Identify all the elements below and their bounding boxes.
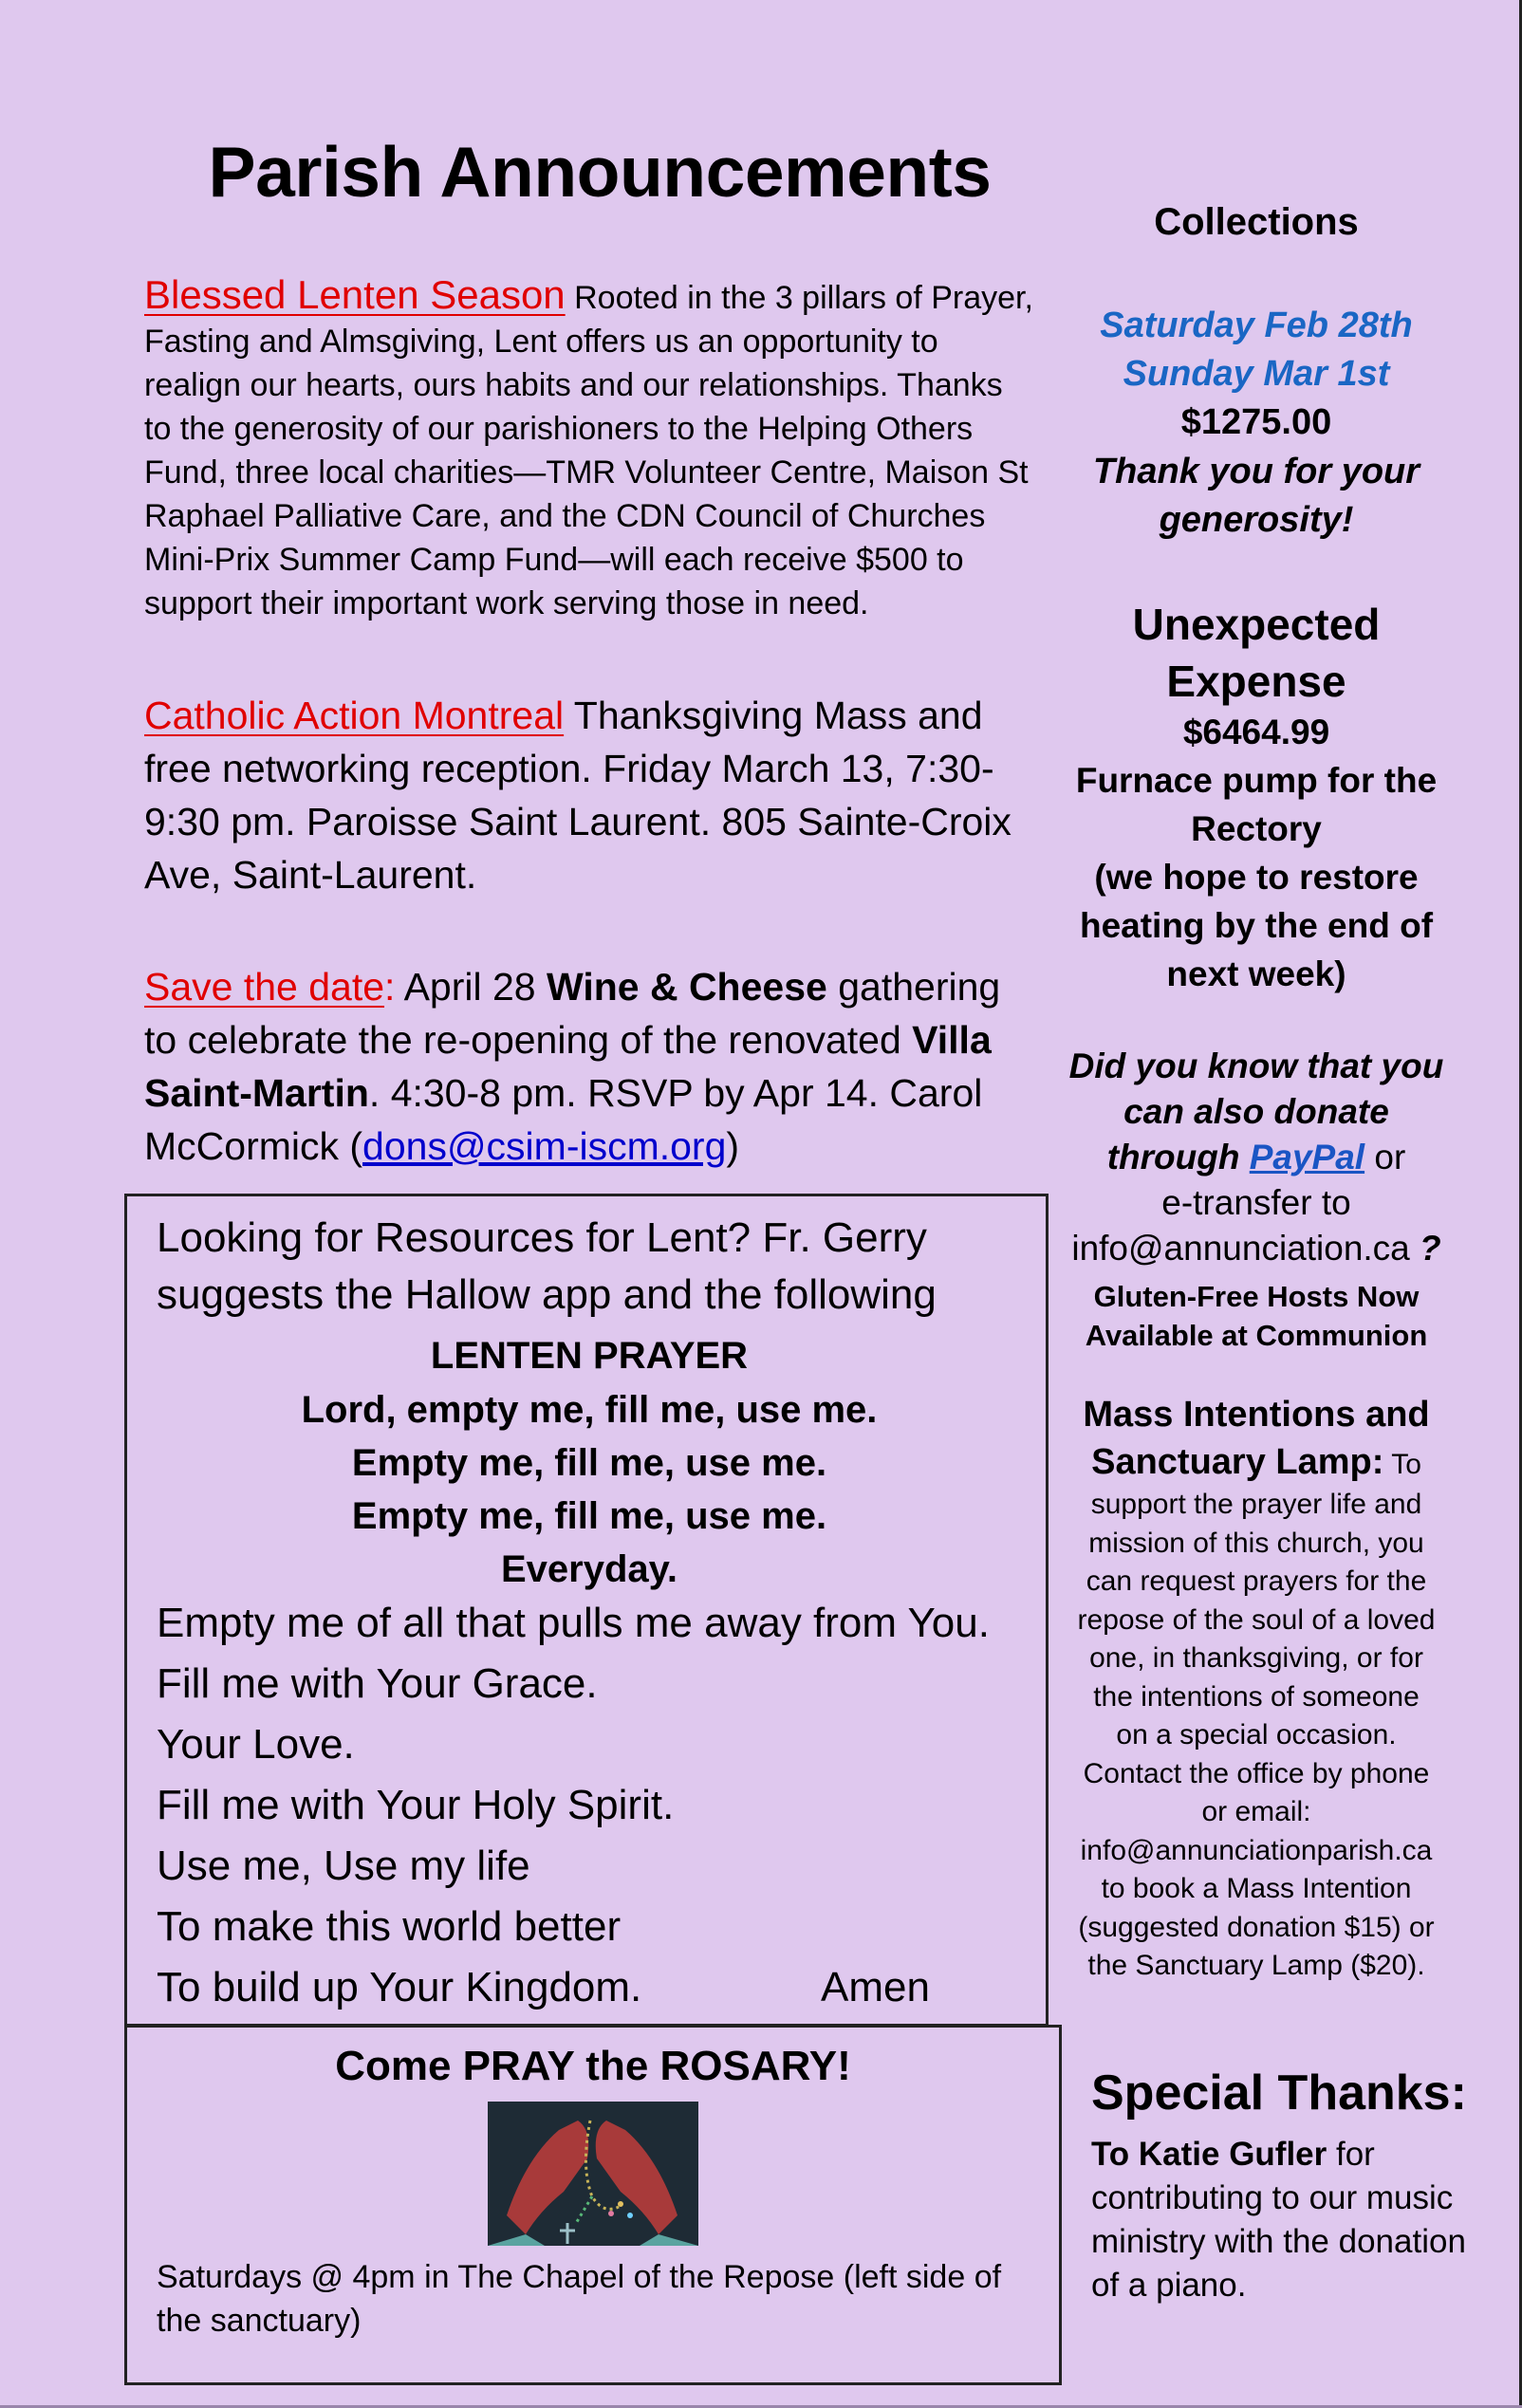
mass-line: or email: (1201, 1796, 1311, 1827)
collection-date: Saturday Feb 28th (1100, 306, 1413, 345)
special-thanks-title: Special Thanks: (1091, 2065, 1467, 2121)
mass-line: the intentions of someone (1093, 1680, 1420, 1713)
prayer-line: Empty me of all that pulls me away from You. (157, 1600, 990, 1646)
prayer-refrain: Empty me, fill me, use me. (351, 1495, 827, 1537)
lenten-prayer-box (124, 1194, 1049, 2027)
title-line: Unexpected (1132, 600, 1381, 649)
mass-line: to book a Mass Intention (1101, 1873, 1412, 1904)
prayer-last-line: To build up Your Kingdom. (157, 1964, 642, 2010)
rosary-hands-image (488, 2102, 698, 2246)
lenten-heading: Blessed Lenten Season (144, 272, 566, 317)
gluten-free-notice (1065, 1277, 1448, 1355)
gluten-line: Available at Communion (1085, 1319, 1428, 1352)
title-line: Expense (1166, 657, 1346, 706)
prayer-title: LENTEN PRAYER (430, 1335, 749, 1377)
expense-amount: $6464.99 (1182, 713, 1330, 751)
save-date-text: gathering to celebrate the re-opening of the renovated (144, 965, 1001, 1062)
prayer-refrain: Everyday. (500, 1548, 678, 1590)
prayer-line: Fill me with Your Grace. (157, 1660, 598, 1707)
save-date-colon: : (384, 965, 396, 1009)
save-the-date-announcement (144, 960, 1036, 1173)
unexpected-expense-title (1065, 596, 1448, 710)
expense-line: next week) (1166, 954, 1346, 993)
expense-line: (we hope to restore (1094, 858, 1419, 897)
thanks-line: Thank you for your (1092, 452, 1420, 491)
save-date-heading: Save the date (144, 965, 385, 1009)
prayer-line: Your Love. (157, 1721, 355, 1768)
save-date-text: . 4:30-8 pm. RSVP by Apr 14. Carol McCormick ( (144, 1071, 983, 1168)
save-date-text: April 28 (395, 965, 547, 1009)
collections-dates (1065, 302, 1448, 398)
mass-heading: Mass Intentions and (1083, 1395, 1430, 1435)
mass-line: on a special occasion. (1116, 1719, 1397, 1750)
special-thanks-body (1091, 2133, 1471, 2307)
donate-info (1065, 1044, 1448, 1271)
collections-title: Collections (1154, 201, 1359, 243)
mass-line: mission of this church, you (1088, 1527, 1424, 1559)
donate-line: through (1106, 1138, 1250, 1176)
expense-line: heating by the end of (1079, 906, 1434, 945)
mass-line: support the prayer life and (1090, 1489, 1422, 1520)
mass-line: can request prayers for the (1086, 1565, 1427, 1597)
donate-line: can also donate (1123, 1092, 1389, 1131)
mass-email: info@annunciationparish.ca (1080, 1834, 1433, 1866)
wine-cheese-label: Wine & Cheese (546, 965, 827, 1009)
etransfer-email: info@annunciation.ca (1071, 1229, 1410, 1268)
mass-line: Contact the office by phone (1083, 1757, 1430, 1789)
prayer-line (157, 1959, 1011, 2016)
prayer-intro-line: Looking for Resources for Lent? Fr. Gerry (157, 1214, 927, 1261)
expense-line: Furnace pump for the (1075, 761, 1438, 800)
mass-line: (suggested donation $15) or (1078, 1911, 1435, 1943)
mass-line: one, in thanksgiving, or for (1089, 1642, 1423, 1674)
donor-name: To Katie Gufler (1091, 2136, 1327, 2173)
rsvp-email-link[interactable]: dons@csim-iscm.org (362, 1124, 727, 1168)
collection-thanks (1065, 448, 1448, 545)
mass-intentions-info (1065, 1391, 1448, 1986)
mass-heading-colon: : (1371, 1442, 1384, 1482)
lenten-body: Rooted in the 3 pillars of Prayer, Fasting and Almsgiving, Lent offers us an opportunity to realign our hearts, ours habits and our relationships. Thanks to the generosity of our parishioners to the Helping Others Fund, three local charities—TMR Volunteer Centre, Maison St Raphael Palliative Care, and the CDN Council of Churches Mini-Prix Summer Camp Fund—will each receive $500 to support their important work serving those in need. (144, 280, 1033, 621)
paypal-link[interactable]: PayPal (1249, 1138, 1365, 1176)
prayer-refrain: Lord, empty me, fill me, use me. (301, 1389, 878, 1431)
prayer-refrain: Empty me, fill me, use me. (351, 1442, 827, 1484)
prayer-line: Fill me with Your Holy Spirit. (157, 1782, 675, 1828)
gluten-line: Gluten-Free Hosts Now (1093, 1280, 1420, 1313)
unexpected-expense-body (1065, 708, 1448, 998)
rosary-box (124, 2025, 1062, 2385)
prayer-line: Use me, Use my life (157, 1843, 530, 1889)
prayer-line: To make this world better (157, 1903, 622, 1950)
rosary-title: Come PRAY the ROSARY! (335, 2043, 851, 2089)
collection-amount: $1275.00 (1180, 402, 1332, 442)
question-mark: ? (1409, 1229, 1441, 1268)
donate-line: or (1364, 1138, 1406, 1176)
donate-line: Did you know that you (1068, 1047, 1444, 1085)
lenten-announcement (144, 273, 1036, 625)
special-thanks-text: for contributing to our music ministry with the donation of a piano. (1091, 2136, 1466, 2304)
mass-line: the Sanctuary Lamp ($20). (1087, 1950, 1425, 1981)
prayer-intro-line: suggests the Hallow app and the following (157, 1271, 937, 1318)
prayer-amen: Amen (821, 1964, 930, 2010)
rosary-details: Saturdays @ 4pm in The Chapel of the Repose (left side of the sanctuary) (157, 2259, 1002, 2339)
catholic-action-announcement (144, 689, 1036, 901)
mass-line: repose of the soul of a loved (1077, 1603, 1436, 1636)
mass-heading: Sanctuary Lamp (1091, 1442, 1372, 1482)
thanks-line: generosity! (1159, 500, 1354, 540)
donate-line: e-transfer to (1161, 1183, 1351, 1222)
catholic-action-body: Thanksgiving Mass and free networking reception. Friday March 13, 7:30-9:30 pm. Paroisse Saint Laurent. 805 Sainte-Croix Ave, Saint-Laurent. (144, 694, 1012, 897)
catholic-action-heading: Catholic Action Montreal (144, 694, 565, 737)
villa-name: Villa Saint-Martin (144, 1018, 992, 1115)
mass-line: To (1383, 1449, 1421, 1480)
save-date-text: ) (726, 1124, 740, 1168)
collection-date: Sunday Mar 1st (1123, 354, 1390, 394)
page-title: Parish Announcements (208, 132, 992, 212)
expense-line: Rectory (1191, 809, 1322, 848)
